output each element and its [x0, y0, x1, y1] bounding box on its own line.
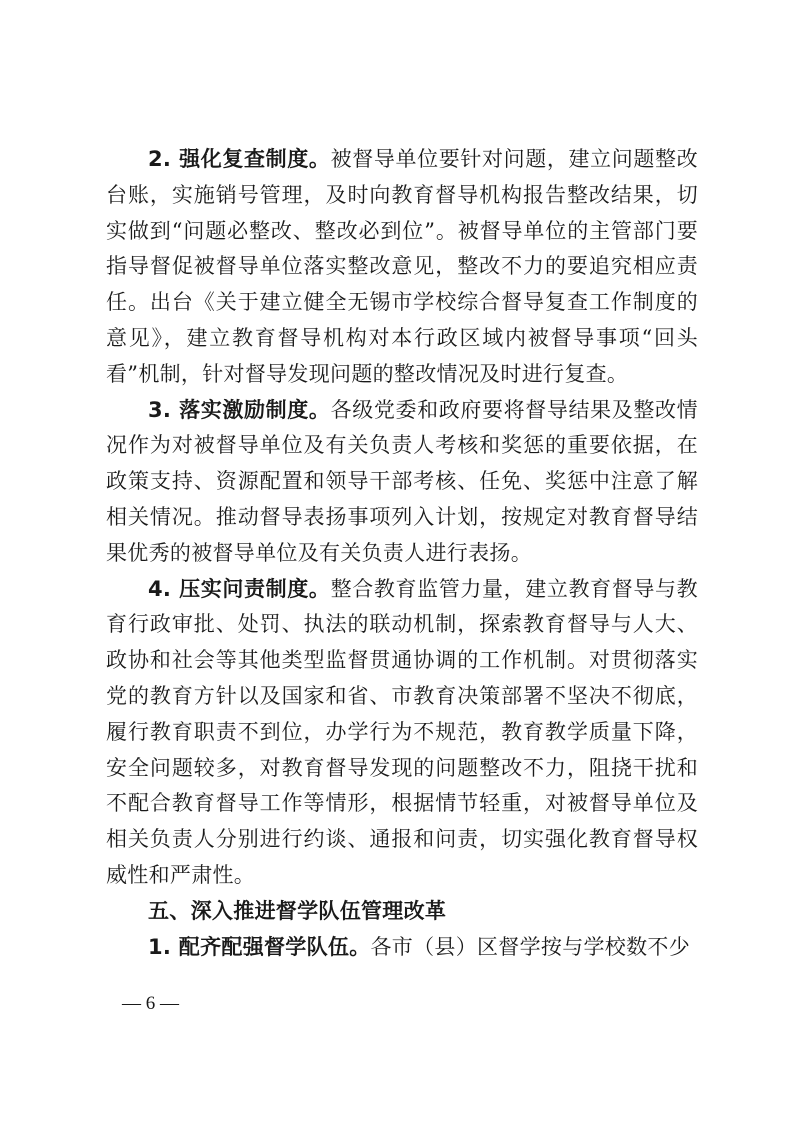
paragraph-text: 整合教育监管力量，建立教育督导与教育行政审批、处罚、执法的联动机制，探索教育督导与人大、政协和社会等其他类型监督贯通协调的工作机制。对贯彻落实党的教育方针以及国家和省、市教育决策部署不坚决不彻底，履行教育职责不到位，办学行为不规范，教育教学质量下降，安全问题较多，对教育督导发现的问题整改不力，阻挠干扰和不配合教育督导工作等情形，根据情节轻重，对被督导单位及相关负责人分别进行约谈、通报和问责，切实强化教育督导权威性和严肃性。 [106, 576, 698, 887]
paragraph-incentive-system [106, 393, 698, 572]
section-heading: 五、深入推进督学队伍管理改革 [148, 898, 447, 923]
paragraph-accountability-system [106, 572, 698, 894]
page-body [106, 142, 698, 965]
paragraph-lead: 4. 压实问责制度。 [148, 576, 331, 601]
paragraph-review-system [106, 142, 698, 393]
paragraph-lead: 1. 配齐配强督学队伍。 [148, 934, 371, 959]
paragraph-lead: 2. 强化复查制度。 [148, 147, 331, 171]
paragraph-text: 各市（县）区督学按与学校数不少 [370, 934, 690, 959]
page-number: — 6 — [122, 993, 179, 1014]
paragraph-text: 被督导单位要针对问题，建立问题整改台账，实施销号管理，及时向教育督导机构报告整改结果，切实做到“问题必整改、整改必到位”。被督导单位的主管部门要指导督促被督导单位落实整改意见，整改不力的要追究相应责任。出台《关于建立健全无锡市学校综合督导复查工作制度的意见》，建立教育督导机构对本行政区域内被督导事项“回头看”机制，针对督导发现问题的整改情况及时进行复查。 [106, 147, 698, 386]
paragraph-inspector-team [106, 930, 698, 966]
paragraph-lead: 3. 落实激励制度。 [148, 397, 331, 422]
paragraph-text: 各级党委和政府要将督导结果及整改情况作为对被督导单位及有关负责人考核和奖惩的重要依据，在政策支持、资源配置和领导干部考核、任免、奖惩中注意了解相关情况。推动督导表扬事项列入计划，按规定对教育督导结果优秀的被督导单位及有关负责人进行表扬。 [106, 397, 698, 565]
